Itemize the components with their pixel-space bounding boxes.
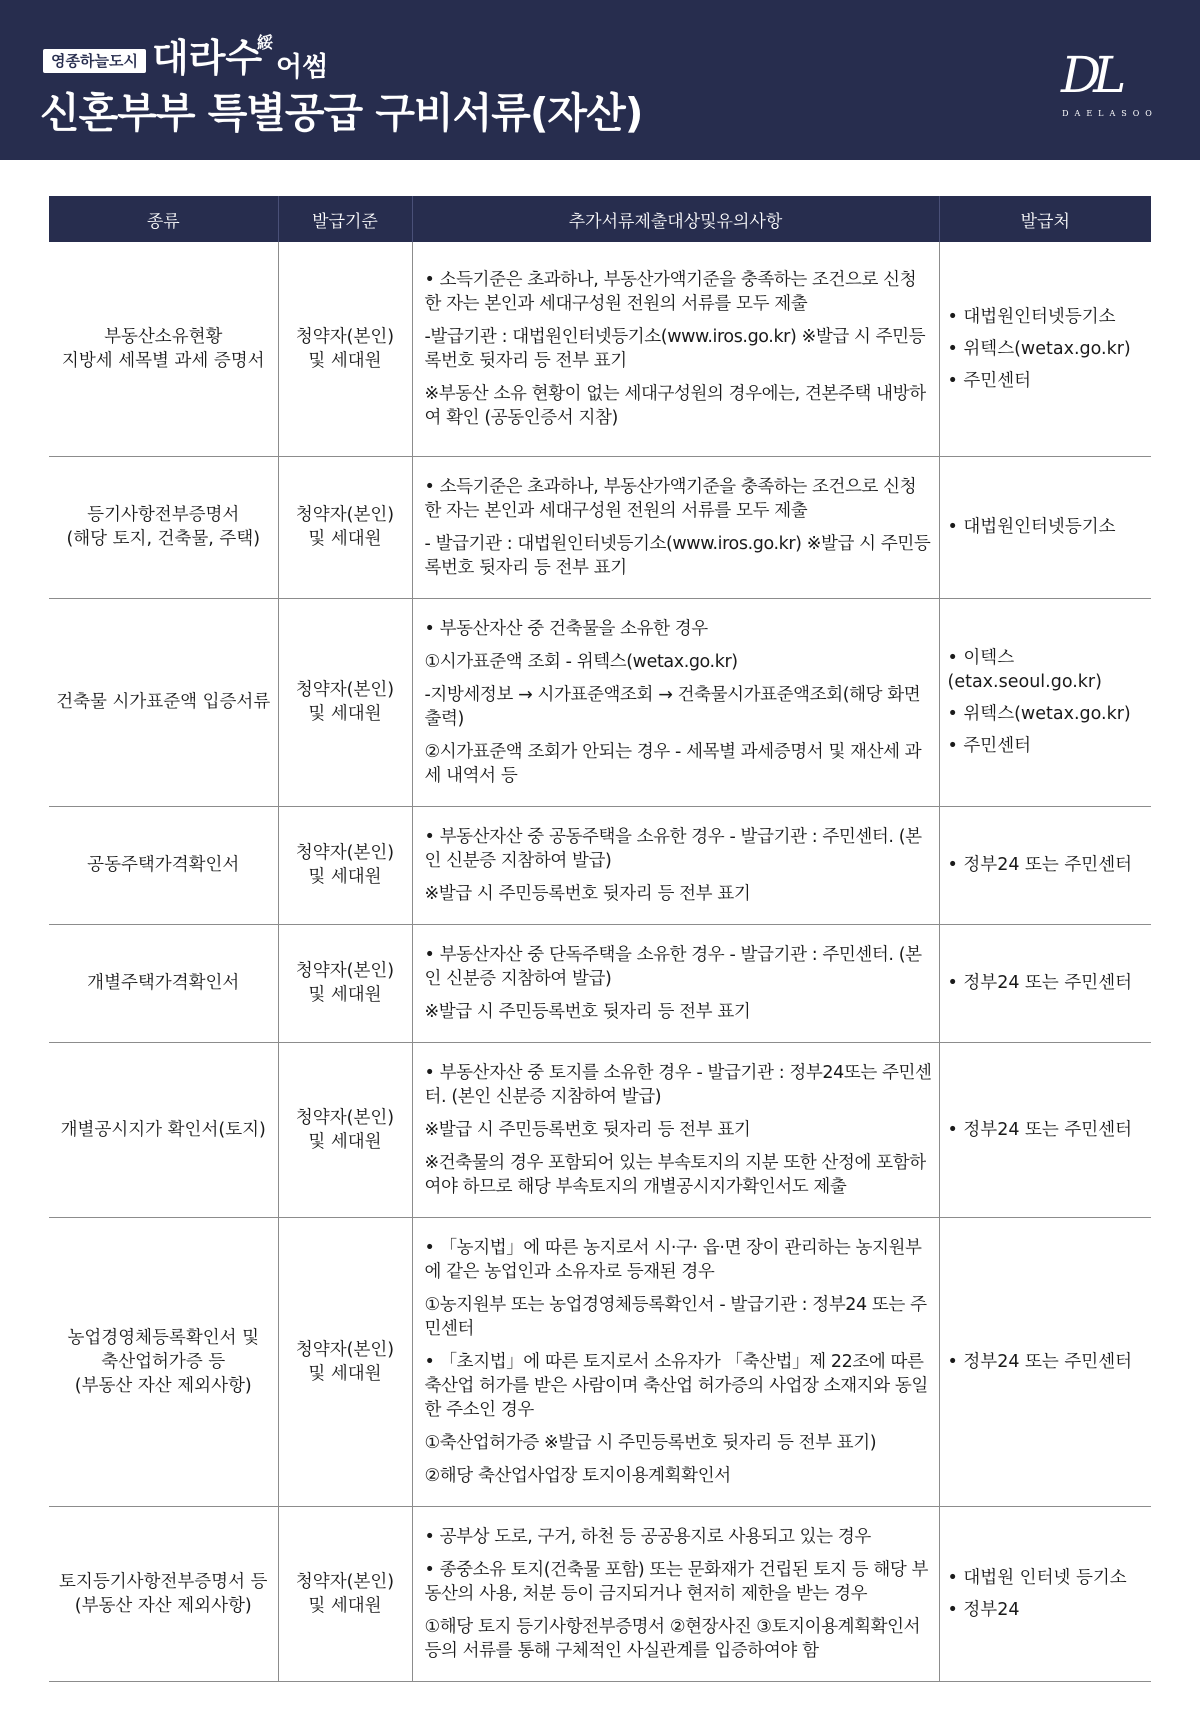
- issuing-office: [939, 456, 1151, 598]
- issue-basis-text: 및 세대원: [308, 350, 382, 371]
- document-type-text: 개별공시지가 확인서(토지): [60, 1119, 266, 1140]
- submission-details: [412, 1506, 939, 1681]
- issue-basis-text: 및 세대원: [308, 1595, 382, 1616]
- document-type-text: 농업경영체등록확인서 및: [67, 1327, 260, 1348]
- submission-details-text: • 부동산자산 중 건축물을 소유한 경우: [424, 618, 708, 639]
- brand-name: 대라수: [152, 36, 263, 80]
- table-body: [49, 242, 1151, 1681]
- issue-basis: [278, 456, 412, 598]
- document-type-text: (부동산 자산 제외사항): [74, 1375, 252, 1396]
- issue-basis-text: 및 세대원: [308, 704, 382, 724]
- page-header: [0, 0, 1200, 160]
- issue-basis: [278, 924, 412, 1042]
- document-type-text: 토지등기사항전부증명서 등: [59, 1571, 268, 1592]
- issue-basis-text: 및 세대원: [308, 529, 382, 549]
- document-type-text: 부동산소유현황: [104, 326, 223, 347]
- table-row: [49, 242, 1151, 456]
- submission-details-text: ※부동산 소유 현황이 없는 세대구성원의 경우에는, 견본주택 내방하여 확인 (공동인증서 지참): [424, 383, 926, 428]
- issue-basis-text: 청약자(본인): [295, 326, 395, 347]
- submission-details: [412, 242, 939, 456]
- header-issuer: 발급처: [939, 196, 1151, 242]
- issue-basis: [278, 1217, 412, 1506]
- submission-details-text: -발급기관 : 대법원인터넷등기소(www.iros.go.kr) ※발급 시 주민등록번호 뒷자리 등 전부 표기: [424, 326, 926, 371]
- document-type: [49, 924, 278, 1042]
- issuing-office-text: • 정부24 또는 주민센터: [947, 1351, 1133, 1372]
- document-type-text: 등기사항전부증명서: [87, 505, 240, 525]
- issue-basis: [278, 1042, 412, 1217]
- submission-details-text: ①해당 토지 등기사항전부증명서 ②현장사진 ③토지이용계획확인서 등의 서류를 통해 구체적인 사실관계를 입증하여야 함: [424, 1616, 921, 1661]
- document-type-text: 공동주택가격확인서: [87, 855, 240, 875]
- document-type-text: (해당 토지, 건축물, 주택): [66, 529, 261, 549]
- issue-basis-text: 및 세대원: [308, 867, 382, 887]
- submission-details: [412, 456, 939, 598]
- document-type: [49, 1042, 278, 1217]
- issue-basis: [278, 598, 412, 806]
- issue-basis-text: 청약자(본인): [295, 843, 395, 863]
- document-type: [49, 1506, 278, 1681]
- table-row: [49, 806, 1151, 924]
- issuing-office: [939, 1042, 1151, 1217]
- table-row: [49, 1042, 1151, 1217]
- header-type: 종류: [49, 196, 278, 242]
- issuing-office-text: • 주민센터: [947, 736, 1032, 756]
- submission-details: [412, 1217, 939, 1506]
- table-header-row: [49, 196, 1151, 242]
- submission-details: [412, 1042, 939, 1217]
- daelasoo-logo: [1055, 45, 1165, 125]
- issuing-office-text: • 대법원인터넷등기소: [947, 517, 1116, 537]
- issue-basis-text: 청약자(본인): [295, 961, 395, 981]
- issuing-office: [939, 1506, 1151, 1681]
- submission-details-text: • 「초지법」에 따른 토지로서 소유자가 「축산법」제 22조에 따른 축산업 허가를 받은 사람이며 축산업 허가증의 사업장 소재지와 동일한 주소인 경우: [424, 1351, 928, 1420]
- table-row: [49, 924, 1151, 1042]
- header-details: 추가서류제출대상및유의사항: [412, 196, 939, 242]
- submission-details-text: -지방세정보 → 시가표준액조회 → 건축물시가표준액조회(해당 화면 출력): [424, 684, 921, 729]
- page-title: 신혼부부 특별공급 구비서류(자산): [40, 89, 643, 137]
- issuing-office-text: • 위텍스(wetax.go.kr): [947, 338, 1131, 359]
- issue-basis: [278, 806, 412, 924]
- table-row: [49, 1506, 1151, 1681]
- issuing-office-text: • 이텍스 (etax.seoul.go.kr): [947, 648, 1102, 692]
- issuing-office-text: • 대법원인터넷등기소: [947, 306, 1116, 327]
- submission-details-text: • 부동산자산 중 단독주택을 소유한 경우 - 발급기관 : 주민센터. (본인 신분증 지참하여 발급): [424, 944, 922, 989]
- document-type-text: (부동산 자산 제외사항): [74, 1595, 252, 1616]
- issue-basis-text: 청약자(본인): [295, 505, 395, 525]
- submission-details-text: • 소득기준은 초과하나, 부동산가액기준을 충족하는 조건으로 신청한 자는 본인과 세대구성원 전원의 서류를 모두 제출: [424, 476, 917, 521]
- issue-basis-text: 청약자(본인): [295, 680, 395, 700]
- document-type-text: 개별주택가격확인서: [87, 973, 240, 993]
- submission-details-text: • 부동산자산 중 토지를 소유한 경우 - 발급기관 : 정부24또는 주민센터. (본인 신분증 지참하여 발급): [424, 1062, 932, 1107]
- document-type: [49, 242, 278, 456]
- logo-monogram: DL: [1061, 46, 1119, 104]
- table-row: [49, 456, 1151, 598]
- issue-basis-text: 및 세대원: [308, 985, 382, 1005]
- issue-basis-text: 및 세대원: [308, 1363, 382, 1384]
- issuing-office-text: • 주민센터: [947, 370, 1032, 391]
- document-type-text: 지방세 세목별 과세 증명서: [61, 350, 265, 371]
- document-type: [49, 456, 278, 598]
- submission-details-text: • 부동산자산 중 공동주택을 소유한 경우 - 발급기관 : 주민센터. (본인 신분증 지참하여 발급): [424, 826, 922, 871]
- issue-basis: [278, 242, 412, 456]
- submission-details-text: - 발급기관 : 대법원인터넷등기소(www.iros.go.kr) ※발급 시 주민등록번호 뒷자리 등 전부 표기: [424, 533, 931, 578]
- issuing-office-text: • 대법원 인터넷 등기소: [947, 1567, 1127, 1588]
- submission-details: [412, 806, 939, 924]
- document-type: [49, 1217, 278, 1506]
- issuing-office: [939, 924, 1151, 1042]
- submission-details-text: ①축산업허가증 ※발급 시 주민등록번호 뒷자리 등 전부 표기): [424, 1432, 877, 1453]
- submission-details-text: ①농지원부 또는 농업경영체등록확인서 - 발급기관 : 정부24 또는 주민센터: [424, 1294, 927, 1339]
- city-badge: 영종하늘도시: [43, 49, 146, 73]
- brand-hanja: 綏: [257, 33, 274, 52]
- document-type-text: 축산업허가증 등: [101, 1351, 226, 1372]
- table-row: [49, 598, 1151, 806]
- submission-details: [412, 598, 939, 806]
- documents-table: [49, 196, 1151, 1682]
- brand-subtitle: 어썸: [276, 52, 329, 83]
- submission-details-text: • 소득기준은 초과하나, 부동산가액기준을 충족하는 조건으로 신청한 자는 본인과 세대구성원 전원의 서류를 모두 제출: [424, 269, 917, 314]
- issuing-office-text: • 정부24: [947, 1599, 1020, 1620]
- issuing-office: [939, 598, 1151, 806]
- header-basis: 발급기준: [278, 196, 412, 242]
- issuing-office: [939, 1217, 1151, 1506]
- issuing-office: [939, 242, 1151, 456]
- submission-details-text: ※발급 시 주민등록번호 뒷자리 등 전부 표기: [424, 883, 751, 904]
- submission-details-text: • 종중소유 토지(건축물 포함) 또는 문화재가 건립된 토지 등 해당 부동산의 사용, 처분 등이 금지되거나 현저히 제한을 받는 경우: [424, 1559, 929, 1604]
- issuing-office-text: • 정부24 또는 주민센터: [947, 1119, 1133, 1140]
- submission-details-text: ※발급 시 주민등록번호 뒷자리 등 전부 표기: [424, 1119, 751, 1140]
- submission-details-text: ②해당 축산업사업장 토지이용계획확인서: [424, 1465, 731, 1486]
- issue-basis-text: 청약자(본인): [295, 1339, 395, 1360]
- submission-details-text: ②시가표준액 조회가 안되는 경우 - 세목별 과세증명서 및 재산세 과세 내역서 등: [424, 741, 922, 786]
- issue-basis: [278, 1506, 412, 1681]
- issuing-office: [939, 806, 1151, 924]
- issue-basis-text: 및 세대원: [308, 1131, 382, 1152]
- issuing-office-text: • 정부24 또는 주민센터: [947, 973, 1133, 993]
- submission-details-text: • 「농지법」에 따른 농지로서 시·구· 읍·면 장이 관리하는 농지원부에 같은 농업인과 소유자로 등재된 경우: [424, 1237, 922, 1282]
- issue-basis-text: 청약자(본인): [295, 1107, 395, 1128]
- submission-details-text: ※건축물의 경우 포함되어 있는 부속토지의 지분 또한 산정에 포함하여야 하므로 해당 부속토지의 개별공시지가확인서도 제출: [424, 1152, 926, 1197]
- document-type-text: 건축물 시가표준액 입증서류: [56, 692, 271, 712]
- issuing-office-text: • 정부24 또는 주민센터: [947, 855, 1133, 875]
- submission-details: [412, 924, 939, 1042]
- table-row: [49, 1217, 1151, 1506]
- issuing-office-text: • 위텍스(wetax.go.kr): [947, 704, 1131, 724]
- submission-details-text: • 공부상 도로, 구거, 하천 등 공공용지로 사용되고 있는 경우: [424, 1526, 871, 1547]
- submission-details-text: ①시가표준액 조회 - 위텍스(wetax.go.kr): [424, 651, 738, 672]
- logo-wordmark: DAELASOO: [1062, 109, 1158, 118]
- document-type: [49, 806, 278, 924]
- submission-details-text: ※발급 시 주민등록번호 뒷자리 등 전부 표기: [424, 1001, 751, 1022]
- document-type: [49, 598, 278, 806]
- issue-basis-text: 청약자(본인): [295, 1571, 395, 1592]
